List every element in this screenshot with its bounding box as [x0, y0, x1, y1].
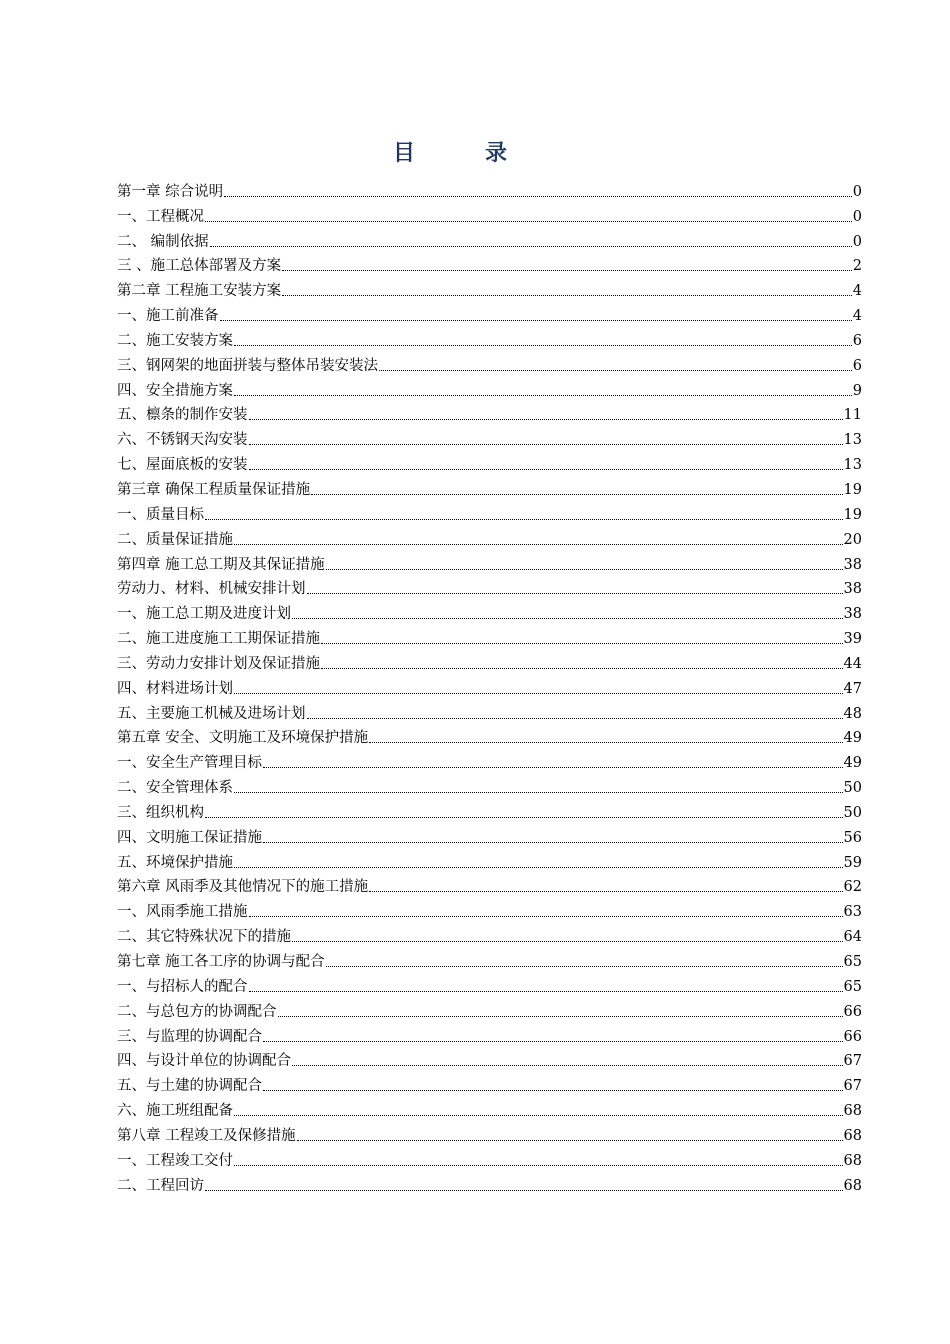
toc-entry[interactable] — [117, 1170, 862, 1195]
toc-entry[interactable] — [117, 424, 862, 449]
toc-entry-page-number: 68 — [843, 1152, 862, 1169]
toc-entry-label: 二、工程回访 — [117, 1177, 204, 1194]
toc-entry-page-number: 67 — [843, 1053, 862, 1070]
toc-dot-leader — [249, 444, 843, 445]
toc-entry[interactable] — [117, 996, 862, 1021]
toc-entry[interactable] — [117, 896, 862, 921]
toc-entry[interactable] — [117, 797, 862, 822]
toc-dot-leader — [263, 767, 843, 768]
toc-entry[interactable] — [117, 872, 862, 897]
toc-entry-label: 二、施工进度施工工期保证措施 — [117, 631, 320, 648]
toc-entry[interactable] — [117, 549, 862, 574]
toc-entry[interactable] — [117, 623, 862, 648]
toc-entry-page-number: 56 — [843, 829, 862, 846]
toc-entry[interactable] — [117, 1095, 862, 1120]
toc-dot-leader — [311, 494, 842, 495]
toc-entry-label: 五、檩条的制作安装 — [117, 407, 248, 424]
toc-entry-label: 第五章 安全、文明施工及环境保护措施 — [117, 730, 369, 747]
toc-entry[interactable] — [117, 1145, 862, 1170]
toc-dot-leader — [369, 742, 842, 743]
toc-entry-label: 五、主要施工机械及进场计划 — [117, 705, 306, 722]
toc-entry[interactable] — [117, 1120, 862, 1145]
toc-entry[interactable] — [117, 176, 862, 201]
toc-dot-leader — [249, 916, 843, 917]
toc-dot-leader — [369, 891, 842, 892]
toc-entry-label: 第四章 施工总工期及其保证措施 — [117, 556, 325, 573]
toc-entry[interactable] — [117, 847, 862, 872]
toc-entry-page-number: 62 — [843, 879, 862, 896]
toc-dot-leader — [234, 693, 843, 694]
toc-entry-page-number: 68 — [843, 1127, 862, 1144]
toc-entry[interactable] — [117, 673, 862, 698]
toc-dot-leader — [297, 1140, 843, 1141]
toc-entry[interactable] — [117, 648, 862, 673]
toc-entry-page-number: 49 — [843, 755, 862, 772]
toc-entry-page-number: 68 — [843, 1103, 862, 1120]
toc-entry[interactable] — [117, 226, 862, 251]
toc-entry-page-number: 13 — [843, 457, 862, 474]
toc-entry-page-number: 2 — [852, 258, 862, 275]
toc-entry-label: 二、与总包方的协调配合 — [117, 1003, 277, 1020]
toc-entry[interactable] — [117, 201, 862, 226]
toc-entry-page-number: 64 — [843, 929, 862, 946]
toc-dot-leader — [249, 991, 843, 992]
toc-entry[interactable] — [117, 449, 862, 474]
toc-dot-leader — [307, 718, 843, 719]
toc-dot-leader — [292, 1065, 843, 1066]
toc-entry-label: 六、不锈钢天沟安装 — [117, 432, 248, 449]
toc-entry[interactable] — [117, 772, 862, 797]
toc-dot-leader — [205, 519, 843, 520]
toc-dot-leader — [379, 370, 852, 371]
toc-entry[interactable] — [117, 698, 862, 723]
toc-entry-label: 第七章 施工各工序的协调与配合 — [117, 954, 325, 970]
toc-entry-page-number: 59 — [843, 854, 862, 871]
toc-entry[interactable] — [117, 1021, 862, 1046]
toc-entry-label: 一、工程概况 — [117, 208, 204, 225]
toc-dot-leader — [234, 345, 852, 346]
toc-dot-leader — [263, 1090, 843, 1091]
toc-dot-leader — [249, 419, 843, 420]
toc-entry-page-number: 38 — [843, 556, 862, 573]
toc-entry[interactable] — [117, 1070, 862, 1095]
toc-dot-leader — [282, 295, 852, 296]
toc-dot-leader — [326, 569, 843, 570]
toc-entry-page-number: 47 — [843, 680, 862, 697]
toc-dot-leader — [326, 966, 843, 967]
toc-entry-label: 三 、施工总体部署及方案 — [117, 258, 282, 275]
toc-list — [117, 176, 862, 1195]
toc-entry-label: 第六章 风雨季及其他情况下的施工措施 — [117, 879, 369, 896]
toc-entry-page-number: 44 — [843, 655, 862, 672]
toc-entry-page-number: 0 — [852, 233, 862, 250]
toc-entry-page-number: 4 — [852, 283, 862, 300]
toc-entry-page-number: 9 — [852, 382, 862, 399]
toc-entry-label: 一、施工前准备 — [117, 308, 219, 325]
toc-entry[interactable] — [117, 971, 862, 996]
toc-entry-label: 三、与监理的协调配合 — [117, 1028, 262, 1045]
toc-entry-label: 三、劳动力安排计划及保证措施 — [117, 655, 320, 672]
toc-title: 目录 — [392, 140, 577, 166]
toc-entry-label: 四、材料进场计划 — [117, 680, 233, 697]
toc-entry[interactable] — [117, 251, 862, 276]
toc-dot-leader — [282, 270, 852, 271]
toc-entry[interactable] — [117, 400, 862, 425]
toc-entry-page-number: 67 — [843, 1078, 862, 1095]
toc-dot-leader — [249, 469, 843, 470]
toc-entry-label: 劳动力、材料、机械安排计划 — [117, 581, 306, 598]
toc-dot-leader — [292, 618, 843, 619]
toc-entry-label: 二、 编制依据 — [117, 233, 209, 250]
toc-dot-leader — [234, 867, 843, 868]
toc-entry-label: 一、风雨季施工措施 — [117, 904, 248, 921]
toc-entry-page-number: 4 — [852, 308, 862, 325]
toc-entry[interactable] — [117, 300, 862, 325]
toc-entry-page-number: 38 — [843, 606, 862, 623]
toc-entry-page-number: 39 — [843, 631, 862, 648]
toc-entry-page-number: 65 — [843, 954, 862, 970]
toc-dot-leader — [292, 941, 843, 942]
toc-entry-page-number: 19 — [843, 506, 862, 523]
toc-entry-label: 三、组织机构 — [117, 804, 204, 821]
toc-dot-leader — [205, 817, 843, 818]
toc-entry-page-number: 6 — [852, 357, 862, 374]
toc-entry-page-number: 19 — [843, 481, 862, 498]
toc-entry[interactable] — [117, 946, 862, 971]
toc-entry-page-number: 65 — [843, 978, 862, 995]
toc-entry-label: 第二章 工程施工安装方案 — [117, 283, 282, 300]
toc-entry-label: 二、施工安装方案 — [117, 332, 233, 349]
toc-entry-page-number: 11 — [843, 407, 862, 424]
toc-entry[interactable] — [117, 822, 862, 847]
toc-entry-label: 四、与设计单位的协调配合 — [117, 1053, 291, 1070]
toc-entry-page-number: 20 — [843, 531, 862, 548]
toc-dot-leader — [205, 221, 852, 222]
toc-entry-label: 第三章 确保工程质量保证措施 — [117, 481, 311, 498]
toc-entry[interactable] — [117, 350, 862, 375]
toc-entry-label: 二、质量保证措施 — [117, 531, 233, 548]
toc-entry-page-number: 63 — [843, 904, 862, 921]
toc-entry-label: 四、安全措施方案 — [117, 382, 233, 399]
toc-dot-leader — [321, 668, 843, 669]
toc-dot-leader — [234, 1115, 843, 1116]
toc-dot-leader — [307, 593, 843, 594]
toc-dot-leader — [205, 1190, 843, 1191]
toc-dot-leader — [263, 1041, 843, 1042]
toc-entry-page-number: 48 — [843, 705, 862, 722]
toc-dot-leader — [234, 1165, 843, 1166]
toc-dot-leader — [210, 246, 852, 247]
toc-entry[interactable] — [117, 598, 862, 623]
toc-entry[interactable] — [117, 524, 862, 549]
toc-entry-page-number: 68 — [843, 1177, 862, 1194]
toc-entry-label: 五、环境保护措施 — [117, 854, 233, 871]
toc-entry-label: 一、与招标人的配合 — [117, 978, 248, 995]
toc-entry-page-number: 49 — [843, 730, 862, 747]
toc-dot-leader — [263, 842, 843, 843]
toc-entry[interactable] — [117, 375, 862, 400]
toc-entry-label: 七、屋面底板的安装 — [117, 457, 248, 474]
toc-entry-label: 第八章 工程竣工及保修措施 — [117, 1127, 296, 1144]
toc-entry[interactable] — [117, 325, 862, 350]
toc-dot-leader — [234, 544, 843, 545]
toc-entry[interactable] — [117, 474, 862, 499]
toc-dot-leader — [278, 1016, 843, 1017]
toc-entry[interactable] — [117, 723, 862, 748]
toc-entry-label: 二、其它特殊状况下的措施 — [117, 929, 291, 946]
toc-entry-label: 六、施工班组配备 — [117, 1103, 233, 1120]
toc-dot-leader — [224, 196, 852, 197]
toc-entry-page-number: 50 — [843, 804, 862, 821]
toc-entry-label: 四、文明施工保证措施 — [117, 829, 262, 846]
toc-dot-leader — [234, 792, 843, 793]
toc-entry[interactable] — [117, 747, 862, 772]
toc-entry-label: 一、施工总工期及进度计划 — [117, 606, 291, 623]
toc-entry-page-number: 13 — [843, 432, 862, 449]
toc-entry[interactable] — [117, 574, 862, 599]
toc-entry-label: 三、钢网架的地面拼装与整体吊装安装法 — [117, 357, 378, 374]
toc-entry[interactable] — [117, 499, 862, 524]
toc-dot-leader — [234, 395, 852, 396]
toc-entry[interactable] — [117, 921, 862, 946]
toc-entry[interactable] — [117, 1046, 862, 1071]
toc-entry-label: 二、安全管理体系 — [117, 780, 233, 797]
toc-entry-label: 五、与土建的协调配合 — [117, 1078, 262, 1095]
toc-entry-label: 一、工程竣工交付 — [117, 1152, 233, 1169]
toc-dot-leader — [220, 320, 852, 321]
toc-entry-label: 第一章 综合说明 — [117, 183, 224, 200]
toc-entry-label: 一、安全生产管理目标 — [117, 755, 262, 772]
toc-entry-page-number: 66 — [843, 1028, 862, 1045]
toc-dot-leader — [321, 643, 843, 644]
toc-entry-label: 一、质量目标 — [117, 506, 204, 523]
toc-entry-page-number: 38 — [843, 581, 862, 598]
toc-entry-page-number: 0 — [852, 208, 862, 225]
toc-entry-page-number: 66 — [843, 1003, 862, 1020]
toc-entry-page-number: 50 — [843, 780, 862, 797]
toc-entry-page-number: 0 — [852, 183, 862, 200]
toc-entry-page-number: 6 — [852, 332, 862, 349]
toc-entry[interactable] — [117, 275, 862, 300]
